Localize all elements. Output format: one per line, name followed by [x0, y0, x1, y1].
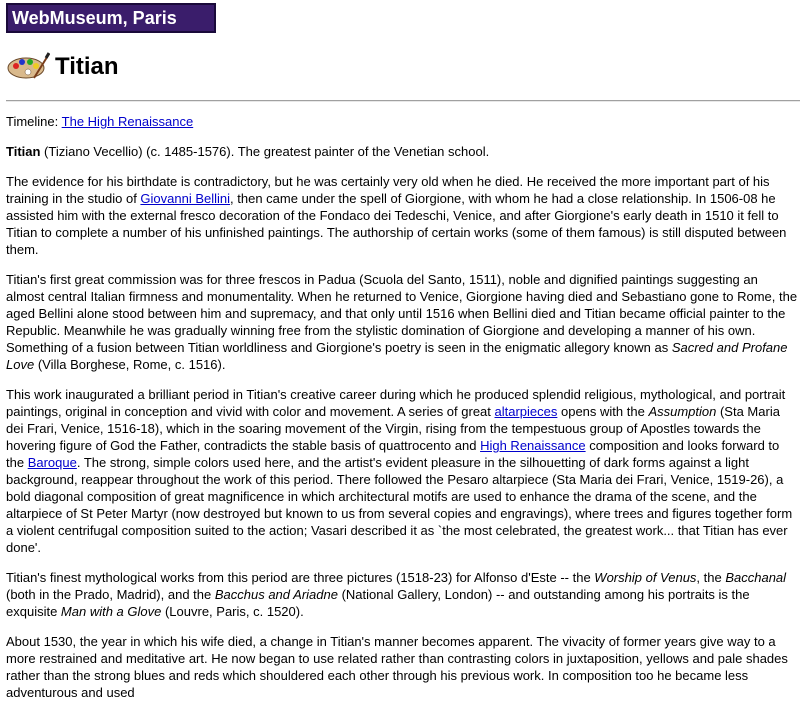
timeline-label: Timeline: — [6, 114, 59, 129]
banner-text: WebMuseum, Paris — [12, 8, 177, 28]
horizontal-divider — [6, 100, 800, 102]
timeline-line — [6, 113, 798, 130]
page-title: Titian — [55, 53, 119, 80]
link-high-renaissance-timeline[interactable]: The High Renaissance — [61, 114, 194, 129]
artist-name: Titian — [6, 144, 41, 159]
article-body — [6, 113, 798, 714]
palette-icon — [6, 52, 50, 80]
paragraph-first-commission: Titian's first great commission was for three frescos in Padua (Scuola del Santo, 1511), noble and dignified paintings suggesting an almost central Italian firmness and monumentality. When he returned to Venice, Giorgione having died and Sebastiano gone to Rome, the aged Bellini alone stood between him and supremacy, and that only until 1516 when Bellini died and Titian became official painter to the Republic. Meanwhile he was gradually winning free from the stylistic domination of Giorgione and developing a manner of his own. Something of a fusion between Titian worldliness and Giorgione's poetry is seen in the enigmatic allegory known as Sacred and Profane Love (Villa Borghese, Rome, c. 1516). — [6, 272, 798, 372]
paragraph-brilliant-period: This work inaugurated a brilliant period in Titian's creative career during which he produced splendid religious, mythological, and portrait paintings, original in conception and vivid with color and movement. A series of great altarpieces opens with the Assumption (Sta Maria dei Frari, Venice, 1516-18), which in the soaring movement of the Virgin, rising from the tempestuous group of Apostles towards the hovering figure of God the Father, contradicts the stable basis of quattrocento and High Renaissance composition and looks forward to the Baroque. The strong, simple colors used here, and the artist's evident pleasure in the silhouetting of dark forms against a light background, reappear throughout the work of this period. There followed the Pesaro altarpiece (Sta Maria dei Frari, Venice, 1519-26), a bold diagonal composition of great magnificence in which architectural motifs are used to enhance the drama of the scene, and the altarpiece of St Peter Martyr (now destroyed but known to us from several copies and engravings), where trees and figures together form a violent centrifugal composition suited to the action; Vasari described it as `the most celebrated, the greatest work... that Titian has ever done'. — [6, 387, 793, 555]
paragraph-training: The evidence for his birthdate is contradictory, but he was certainly very old when he died. He received the more important part of his training in the studio of Giovanni Bellini, then came under the spell of Giorgione, with whom he had a close relationship. In 1506-08 he assisted him with the external fresco decoration of the Fondaco dei Tedeschi, Venice, and after Giorgione's early death in 1510 it fell to Titian to complete a number of his unfinished paintings. The authorship of certain works (some of them famous) is still disputed between them. — [6, 174, 787, 257]
link-altarpieces[interactable]: altarpieces — [494, 404, 558, 419]
intro-paragraph: Titian (Tiziano Vecellio) (c. 1485-1576). The greatest painter of the Venetian school. — [6, 144, 490, 159]
link-giovanni-bellini[interactable]: Giovanni Bellini — [140, 191, 231, 206]
link-high-renaissance[interactable]: High Renaissance — [480, 438, 586, 453]
paragraph-mythological-works: Titian's finest mythological works from this period are three pictures (1518-23) for Alfonso d'Este -- the Worship of Venus, the Bacchanal (both in the Prado, Madrid), and the Bacchus and Ariadne (National Gallery, London) -- and outstanding among his portraits is the exquisite Man with a Glove (Louvre, Paris, c. 1520). — [6, 570, 787, 619]
paragraph-change-of-manner: About 1530, the year in which his wife died, a change in Titian's manner becomes apparent. The vivacity of former years give way to a more restrained and meditative art. He now began to use related rather than contrasting colors in juxtaposition, yellows and pale shades rather than the strong blues and reds which shouldered each other through his previous work. In composition too he became less adventurous and used — [6, 634, 788, 700]
webmuseum-banner[interactable] — [6, 3, 216, 33]
link-baroque[interactable]: Baroque — [27, 455, 77, 470]
